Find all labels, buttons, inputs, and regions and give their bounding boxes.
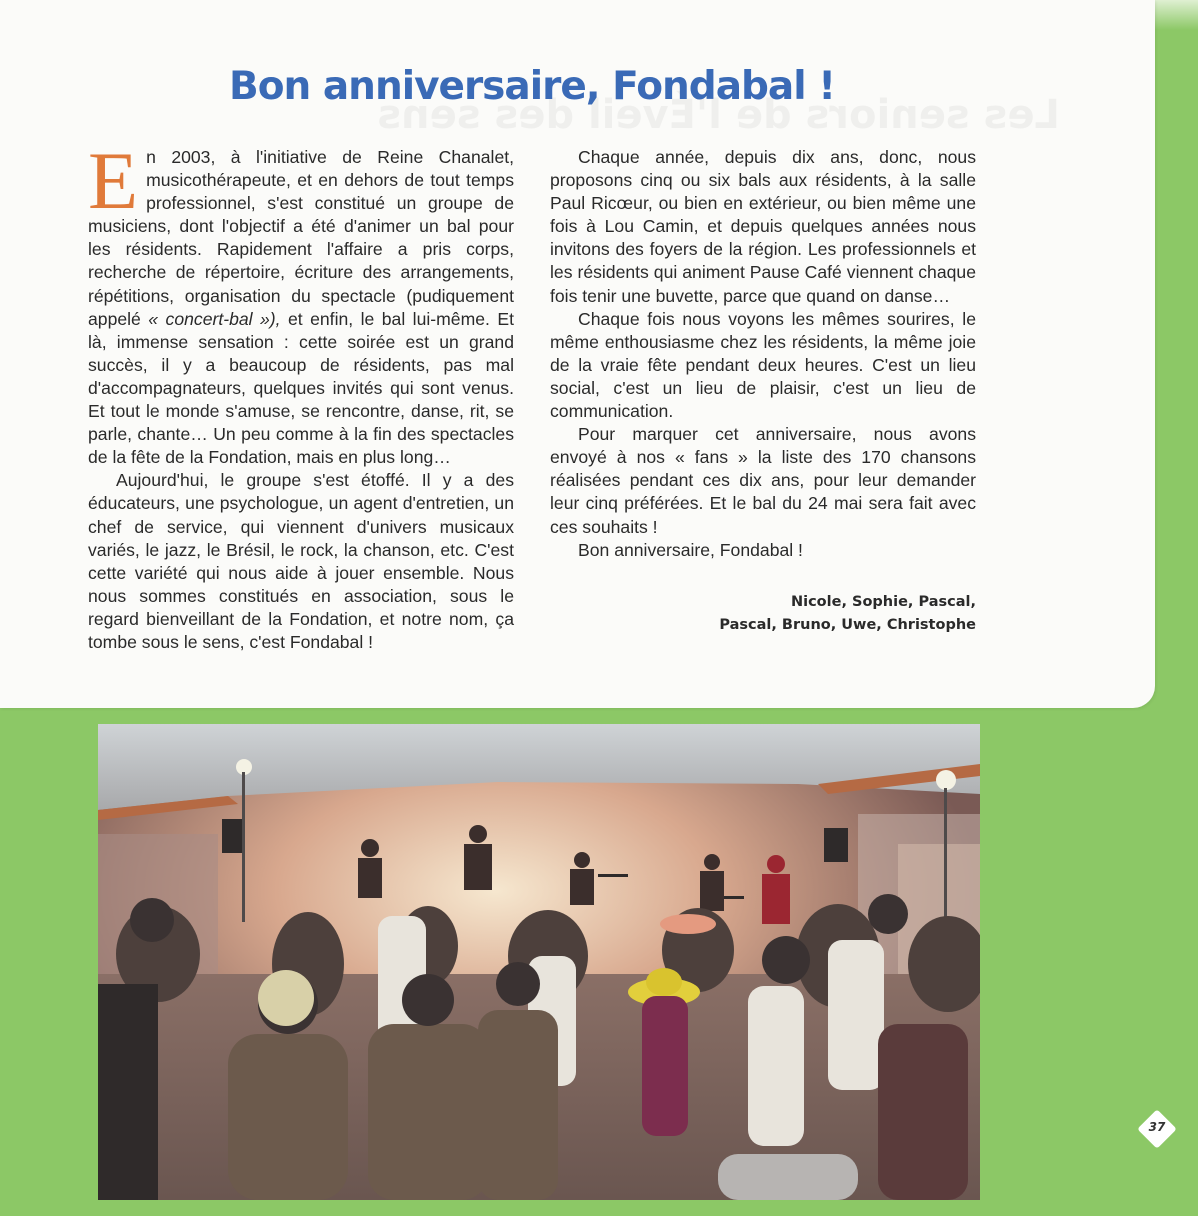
page-number-badge — [1137, 1109, 1177, 1149]
italic-phrase: « concert-bal »), — [148, 308, 281, 329]
signature — [560, 591, 976, 637]
article-title: Bon anniversaire, Fondabal ! — [229, 64, 835, 109]
signature-line: Nicole, Sophie, Pascal, — [790, 594, 976, 610]
signature-line: Pascal, Bruno, Uwe, Christophe — [719, 617, 976, 633]
paragraph — [88, 135, 514, 469]
paragraph: Aujourd'hui, le groupe s'est étoffé. Il y a des éducateurs, une psychologue, un agent d'entretien, un chef de service, qui viennent d'univers musicaux variés, le jazz, le Brésil, le rock, la chanson, etc. C'est cette variété qui nous aide à jouer ensemble. Nous nous sommes constitués en association, sous le regard bienveillant de la Fondation, et notre nom, ça tombe sous le sens, c'est Fondabal ! — [88, 470, 514, 652]
dance-hall-photo — [98, 724, 980, 1200]
right-column — [550, 146, 976, 562]
page-number: 37 — [1148, 1120, 1166, 1134]
paragraph: Pour marquer cet anniversaire, nous avons envoyé à nos « fans » la liste des 170 chansons réalisées pendant ces dix ans, pour leur demander leur cinq préférées. Et le bal du 24 mai sera fait avec ces souhaits ! — [550, 424, 976, 537]
paragraph: Chaque fois nous voyons les mêmes sourires, le même enthousiasme chez les résidents, la même joie de la vraie fête pendant deux heures. C'est un lieu social, c'est un lieu de plaisir, c'est un lieu de communication. — [550, 308, 976, 422]
paragraph-text: n 2003, à l'initiative de Reine Chanalet, musicothérapeute, et en dehors de tout temps professionnel, s'est constitué un groupe de musiciens, dont l'objectif a été d'animer un bal pour les résidents. Rapidement l'affaire a pris corps, recherche de répertoire, écriture des arrangements, répétitions, organisation du spectacle (pudiquement appelé — [88, 147, 514, 329]
paragraph: Bon anniversaire, Fondabal ! — [578, 539, 803, 560]
paragraph: Chaque année, depuis dix ans, donc, nous proposons cinq ou six bals aux résidents, à la salle Paul Ricœur, ou bien en extérieur, ou bien même une fois à Lou Camin, et depuis quelques années nous invitons des foyers de la région. Les professionnels et les résidents qui animent Pause Café viennent chaque fois tenir une buvette, parce que quand on danse… — [550, 147, 976, 306]
left-column — [88, 135, 514, 654]
drop-cap: E — [88, 135, 139, 226]
paragraph-text: et enfin, le bal lui-même. Et là, immense sensation : cette soirée est un grand succès, il y a beaucoup de résidents, pas mal d'accompagnateurs, quelques invités qui sont venus. Et tout le monde s'amuse, se rencontre, danse, rit, se parle, chante… Un peu comme à la fin des spectacles de la fête de la Fondation, mais en plus long… — [88, 308, 514, 468]
